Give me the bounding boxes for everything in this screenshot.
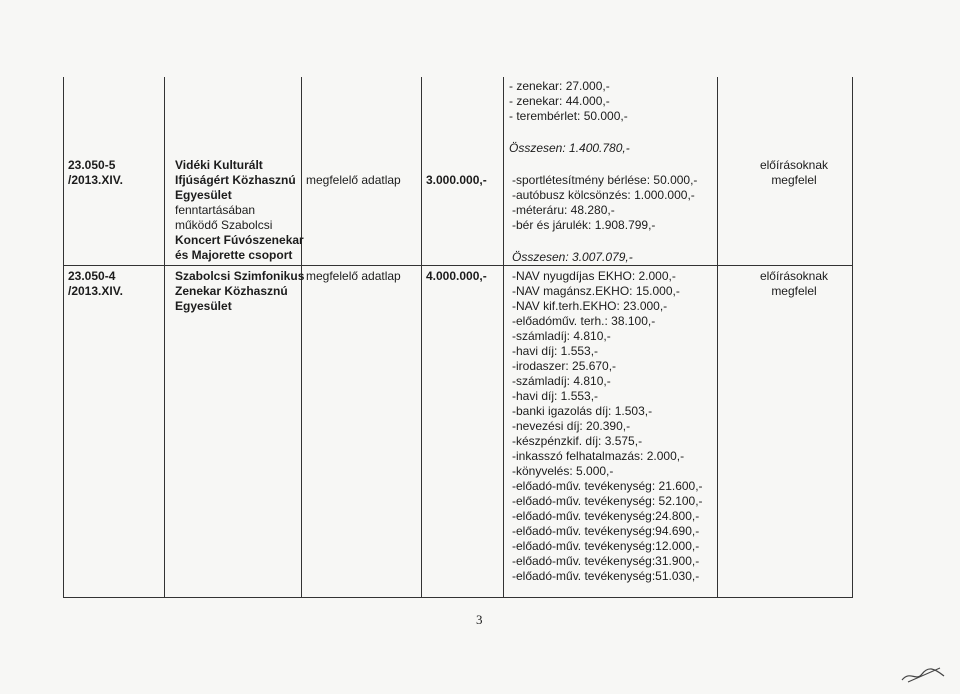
top-total: Összesen: 1.400.780,- bbox=[509, 141, 630, 155]
top-costs-list bbox=[509, 79, 628, 124]
cost-item: -előadó-műv. tevékenység:51.030,- bbox=[512, 569, 700, 583]
row-1-total: Összesen: 3.007.079,- bbox=[512, 250, 633, 264]
cost-item: -előadó-műv. tevékenység:31.900,- bbox=[512, 554, 700, 568]
cost-item: -könyvelés: 5.000,- bbox=[512, 464, 614, 478]
signature-icon bbox=[900, 662, 946, 686]
row-2-amount: 4.000.000,- bbox=[426, 269, 487, 283]
cost-item: -előadó-műv. tevékenység:12.000,- bbox=[512, 539, 700, 553]
cost-item: -irodaszer: 25.670,- bbox=[512, 359, 617, 373]
row-2-id: 23.050-4 /2013.XIV. bbox=[68, 269, 123, 298]
document-table bbox=[63, 77, 853, 598]
column-divider bbox=[421, 77, 422, 598]
row-divider bbox=[63, 265, 853, 266]
cost-item: -előadó-műv. tevékenység:24.800,- bbox=[512, 509, 700, 523]
row-1-status: megfelelő adatlap bbox=[306, 173, 401, 187]
cost-item: -méteráru: 48.280,- bbox=[512, 203, 615, 217]
row-2-costs bbox=[512, 269, 703, 584]
cost-item: - terembérlet: 50.000,- bbox=[509, 109, 628, 123]
cost-item: - zenekar: 27.000,- bbox=[509, 79, 610, 93]
row-2-applicant: Szabolcsi Szimfonikus Zenekar Közhasznú Egyesület bbox=[175, 269, 305, 313]
cost-item: -előadó-műv. tevékenység:94.690,- bbox=[512, 524, 700, 538]
row-2-evaluation: előírásoknak megfelel bbox=[759, 269, 829, 298]
row-1-applicant: Vidéki Kulturált Ifjúságért Közhasznú Egyesület fenntartásában működő Szabolcsi Koncert Fúvószenekar és Majorette csoport bbox=[175, 158, 304, 262]
cost-item: -havi díj: 1.553,- bbox=[512, 344, 599, 358]
row-1-amount: 3.000.000,- bbox=[426, 173, 487, 187]
cost-item: -bér és járulék: 1.908.799,- bbox=[512, 218, 656, 232]
cost-item: -banki igazolás díj: 1.503,- bbox=[512, 404, 653, 418]
page-number: 3 bbox=[476, 612, 483, 627]
cost-item: -számladíj: 4.810,- bbox=[512, 374, 611, 388]
cost-item: -előadó-műv. tevékenység: 21.600,- bbox=[512, 479, 703, 493]
cost-item: -sportlétesítmény bérlése: 50.000,- bbox=[512, 173, 698, 187]
cost-item: - zenekar: 44.000,- bbox=[509, 94, 610, 108]
cost-item: -nevezési díj: 20.390,- bbox=[512, 419, 631, 433]
cost-item: -NAV nyugdíjas EKHO: 2.000,- bbox=[512, 269, 676, 283]
row-1-costs bbox=[512, 173, 697, 233]
cost-item: -havi díj: 1.553,- bbox=[512, 389, 599, 403]
row-1-evaluation: előírásoknak megfelel bbox=[759, 158, 829, 187]
cost-item: -számladíj: 4.810,- bbox=[512, 329, 611, 343]
cost-item: -NAV magánsz.EKHO: 15.000,- bbox=[512, 284, 680, 298]
cost-item: -NAV kif.terh.EKHO: 23.000,- bbox=[512, 299, 668, 313]
cost-item: -előadó-műv. tevékenység: 52.100,- bbox=[512, 494, 703, 508]
row-2-status: megfelelő adatlap bbox=[306, 269, 401, 283]
cost-item: -készpénzkif. díj: 3.575,- bbox=[512, 434, 643, 448]
row-1-id: 23.050-5 /2013.XIV. bbox=[68, 158, 123, 187]
column-divider bbox=[503, 77, 504, 598]
column-divider bbox=[717, 77, 718, 598]
cost-item: -autóbusz kölcsönzés: 1.000.000,- bbox=[512, 188, 695, 202]
cost-item: -előadóműv. terh.: 38.100,- bbox=[512, 314, 656, 328]
column-divider bbox=[301, 77, 302, 598]
cost-item: -inkasszó felhatalmazás: 2.000,- bbox=[512, 449, 685, 463]
column-divider bbox=[164, 77, 165, 598]
